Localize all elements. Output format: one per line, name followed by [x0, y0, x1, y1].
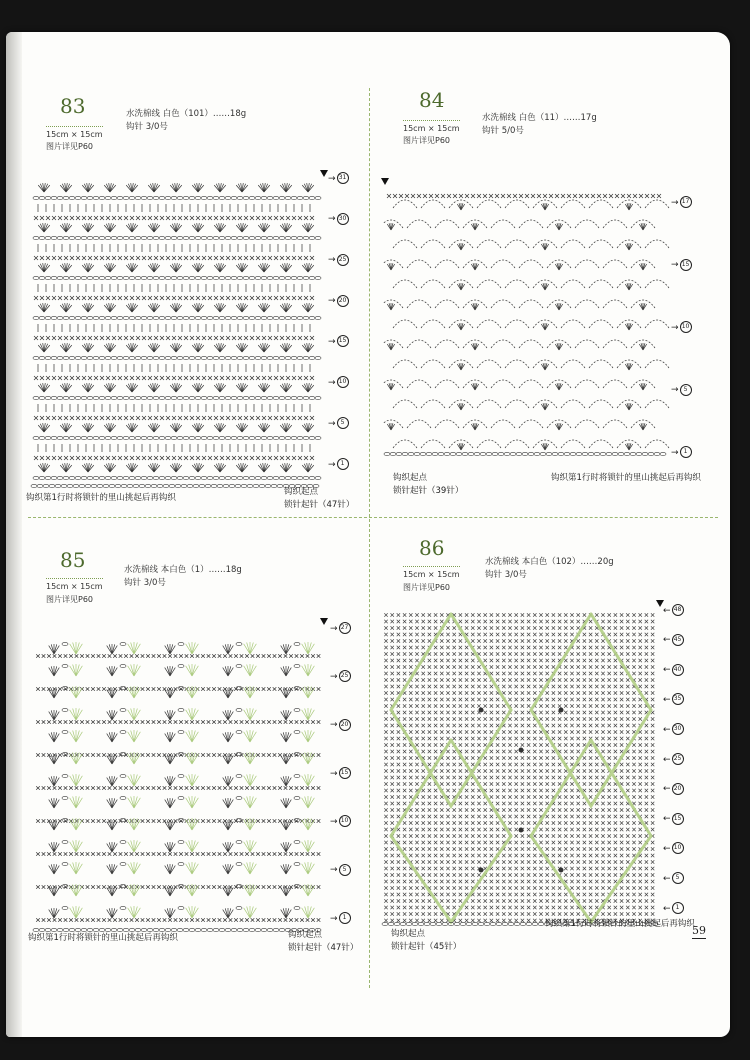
row-number: 1	[339, 912, 351, 924]
yarn-spec: 水洗棉线 本白色（102）……20g	[485, 557, 614, 567]
row-number: 25	[672, 753, 684, 765]
hook-spec: 钩针 3/0号	[485, 570, 527, 580]
pattern-size: 15cm × 15cm	[403, 566, 460, 579]
row-number: 5	[337, 417, 349, 429]
page-number: 59	[692, 924, 706, 937]
arrow-right-icon: →	[671, 322, 679, 333]
arrow-right-icon: →	[328, 377, 336, 388]
arrow-right-icon: →	[328, 418, 336, 429]
pattern-84	[369, 32, 730, 517]
arrow-left-icon: ←	[663, 754, 671, 765]
arrow-right-icon: →	[671, 385, 679, 395]
row-label	[330, 912, 351, 924]
arrow-right-icon: →	[330, 671, 338, 682]
row-label	[330, 719, 351, 731]
book-page	[6, 32, 730, 1037]
row-number: 10	[680, 321, 692, 333]
foundation-chain-note: 锁针起针（47针）	[284, 500, 355, 510]
row-number: 35	[672, 693, 684, 705]
row-label	[328, 295, 349, 307]
first-row-note: 钩织第1行时将锁针的里山挑起后再钩织	[28, 933, 178, 943]
arrow-right-icon: →	[330, 768, 338, 779]
row-label	[671, 384, 692, 396]
crochet-chart-diagram	[30, 180, 324, 490]
arrow-left-icon: ←	[663, 635, 671, 646]
row-number: 25	[339, 670, 351, 682]
row-label	[330, 670, 351, 682]
row-label	[328, 458, 349, 470]
pattern-number: 84	[419, 88, 445, 112]
row-label	[663, 634, 684, 646]
first-row-note: 钩织第1行时将锁针的里山挑起后再钩织	[551, 473, 701, 483]
arrow-left-icon: ←	[663, 873, 671, 884]
start-marker-icon	[381, 178, 389, 185]
row-number: 10	[337, 376, 349, 388]
row-label	[328, 335, 349, 347]
row-label	[663, 664, 684, 676]
crochet-chart-diagram	[383, 188, 671, 460]
start-point-note: 钩织起点	[393, 473, 428, 483]
row-label	[671, 259, 692, 271]
crochet-chart-diagram	[381, 610, 661, 926]
arrow-right-icon: →	[671, 260, 679, 270]
row-number: 20	[672, 783, 684, 795]
start-point-note: 钩织起点	[284, 487, 319, 497]
arrow-right-icon: →	[330, 865, 338, 876]
arrow-right-icon: →	[671, 197, 679, 208]
row-number: 20	[337, 295, 349, 307]
start-point-note: 钩织起点	[391, 929, 426, 939]
row-number: 15	[339, 767, 351, 779]
pattern-number: 85	[60, 548, 86, 572]
row-number: 1	[672, 902, 684, 914]
arrow-right-icon: →	[330, 623, 338, 634]
row-number: 30	[672, 723, 684, 735]
pattern-size: 15cm × 15cm	[403, 120, 460, 133]
row-label	[663, 813, 684, 825]
row-number: 17	[680, 196, 692, 208]
row-label	[330, 864, 351, 876]
pattern-materials	[124, 564, 242, 590]
first-row-note: 钩织第1行时将锁针的里山挑起后再钩织	[26, 493, 176, 503]
foundation-chain-note: 锁针起针（47针）	[288, 943, 359, 953]
arrow-right-icon: →	[330, 913, 338, 924]
hook-spec: 钩针 5/0号	[482, 126, 524, 136]
row-number: 5	[672, 872, 684, 884]
arrow-right-icon: →	[328, 336, 336, 347]
pattern-83	[6, 32, 369, 517]
hook-spec: 钩针 3/0号	[124, 578, 166, 588]
pattern-number: 86	[419, 536, 445, 560]
row-label	[663, 753, 684, 765]
yarn-spec: 水洗棉线 白色（11）……17g	[482, 113, 597, 123]
row-number: 10	[672, 842, 684, 854]
pattern-materials	[485, 556, 614, 582]
row-label	[671, 446, 692, 458]
arrow-right-icon: →	[330, 720, 338, 731]
crochet-chart-diagram	[32, 628, 326, 934]
start-point-note: 钩织起点	[288, 930, 323, 940]
arrow-right-icon: →	[328, 459, 336, 470]
row-number: 1	[680, 446, 692, 458]
row-label	[328, 213, 349, 225]
arrow-left-icon: ←	[663, 843, 671, 854]
row-number: 31	[337, 172, 349, 184]
pattern-85	[6, 518, 369, 1037]
row-number: 10	[339, 815, 351, 827]
row-label	[663, 604, 684, 616]
row-label	[330, 767, 351, 779]
arrow-left-icon: ←	[663, 665, 671, 676]
start-marker-icon	[320, 618, 328, 625]
arrow-left-icon: ←	[663, 724, 671, 735]
pattern-size: 15cm × 15cm	[46, 126, 103, 139]
arrow-right-icon: →	[328, 214, 336, 225]
arrow-left-icon: ←	[663, 605, 671, 616]
row-label	[671, 321, 692, 333]
row-label	[663, 723, 684, 735]
arrow-right-icon: →	[328, 255, 336, 266]
row-number: 20	[339, 719, 351, 731]
row-number: 15	[680, 259, 692, 271]
row-label	[328, 254, 349, 266]
row-label	[671, 196, 692, 208]
first-row-note: 钩织第1行时将锁针的里山挑起后再钩织	[545, 919, 695, 929]
foundation-chain-note: 锁针起针（45针）	[391, 942, 462, 952]
pattern-materials	[482, 112, 597, 138]
row-number: 5	[339, 864, 351, 876]
row-label	[330, 622, 351, 634]
yarn-spec: 水洗棉线 白色（101）……18g	[126, 109, 247, 119]
pattern-86	[369, 518, 730, 1037]
foundation-chain-note: 锁针起针（39针）	[393, 486, 464, 496]
row-number: 45	[672, 634, 684, 646]
row-label	[330, 815, 351, 827]
arrow-left-icon: ←	[663, 694, 671, 705]
picture-reference: 图片详见P60	[46, 142, 94, 151]
picture-reference: 图片详见P60	[46, 595, 94, 604]
row-number: 30	[337, 213, 349, 225]
row-label	[328, 172, 349, 184]
row-label	[328, 376, 349, 388]
arrow-left-icon: ←	[663, 784, 671, 795]
pattern-size: 15cm × 15cm	[46, 578, 103, 591]
arrow-right-icon: →	[671, 447, 679, 458]
row-label	[663, 783, 684, 795]
pattern-materials	[126, 108, 246, 134]
pattern-number: 83	[60, 94, 86, 118]
row-number: 27	[339, 622, 351, 634]
arrow-right-icon: →	[328, 173, 336, 184]
arrow-left-icon: ←	[663, 903, 671, 914]
hook-spec: 钩针 3/0号	[126, 122, 168, 132]
row-number: 15	[337, 335, 349, 347]
row-number: 48	[672, 604, 684, 616]
row-label	[663, 902, 684, 914]
row-label	[663, 693, 684, 705]
arrow-right-icon: →	[328, 296, 336, 307]
row-label	[663, 872, 684, 884]
row-number: 25	[337, 254, 349, 266]
row-number: 1	[337, 458, 349, 470]
arrow-right-icon: →	[330, 816, 338, 827]
yarn-spec: 水洗棉线 本白色（1）……18g	[124, 565, 242, 575]
row-number: 15	[672, 813, 684, 825]
row-number: 5	[680, 384, 692, 396]
row-number: 40	[672, 664, 684, 676]
picture-reference: 图片详见P60	[403, 583, 451, 592]
row-label	[328, 417, 349, 429]
arrow-left-icon: ←	[663, 814, 671, 825]
picture-reference: 图片详见P60	[403, 136, 451, 145]
start-marker-icon	[320, 170, 328, 177]
row-label	[663, 842, 684, 854]
